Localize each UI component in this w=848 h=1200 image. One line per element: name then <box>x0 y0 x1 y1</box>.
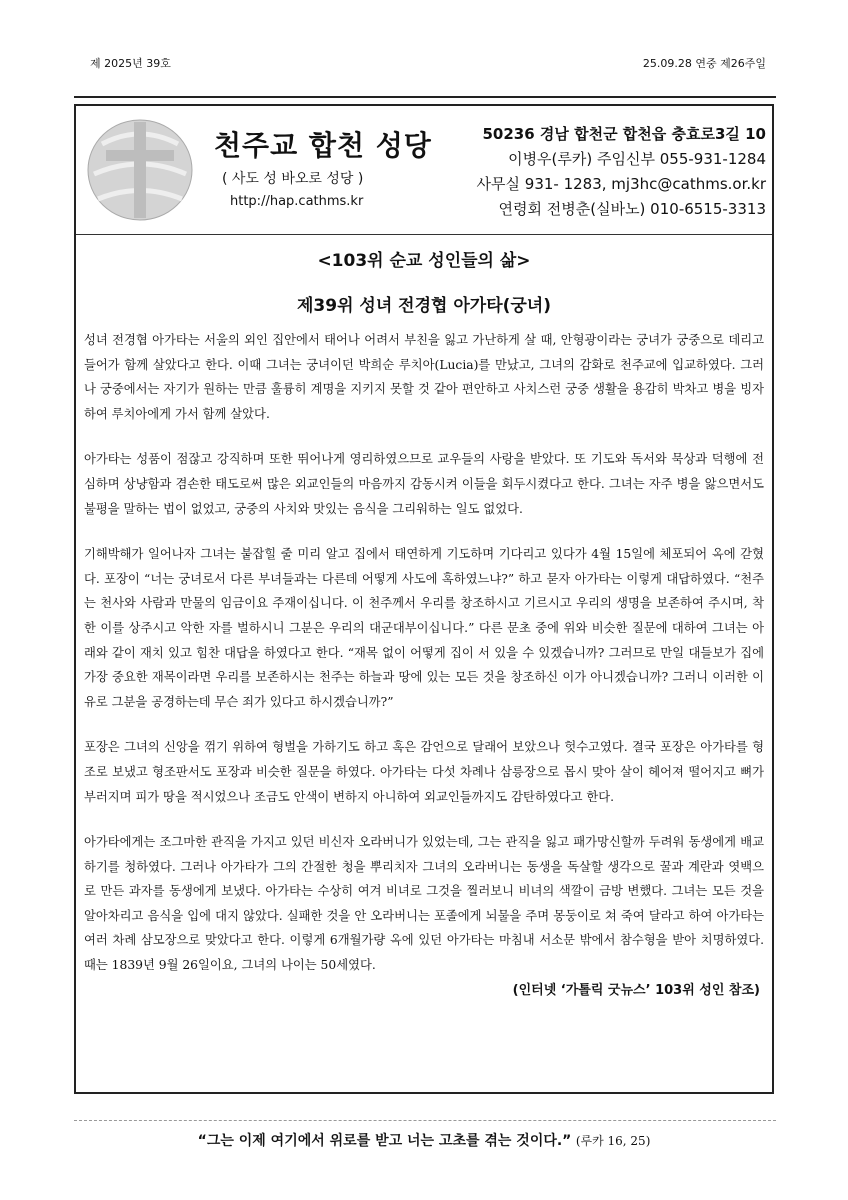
issue-number: 제 2025년 39호 <box>90 57 171 70</box>
office-line: 사무실 931- 1283, mj3hc@cathms.or.kr <box>476 175 766 193</box>
quote-text: “그는 이제 여기에서 위로를 받고 너는 고초를 겪는 것이다.” <box>197 1133 572 1149</box>
quote-reference: (루카 16, 25) <box>575 1134 651 1148</box>
issue-date: 25.09.28 연중 제26주일 <box>642 57 766 70</box>
address-line: 50236 경남 합천군 합천읍 충효로3길 10 <box>482 125 766 143</box>
church-header <box>76 106 772 235</box>
paragraph: 아가타에게는 조그마한 관직을 가지고 있던 비신자 오라버니가 있었는데, 그는 관직을 잃고 패가망신할까 두려워 동생에게 배교하기를 청하였다. 그러나 아가타가 그의 간절한 청을 뿌리치자 그녀의 오라버니는 동생을 독살할 생각으로 꿀과 계란과 엿백으로 만든 과자를 동생에게 보냈다. 아가타는 수상히 여겨 비녀로 그것을 찔러보니 비녀의 색깔이 금방 변했다. 그녀는 모든 것을 알아차리고 음식을 입에 대지 않았다. 실패한 것을 안 오라버니는 포졸에게 뇌물을 주며 몽둥이로 쳐 죽여 달라고 하여 아가타는 여러 차례 삼모장으로 맞았다고 한다. 이렇게 6개월가량 옥에 있던 아가타는 마침내 서소문 밖에서 참수형을 받아 치명하였다. 때는 1839년 9월 26일이요, 그녀의 나이는 50세였다. <box>84 835 764 973</box>
church-name: 천주교 합천 성당 <box>214 129 432 162</box>
section-title: <103위 순교 성인들의 삶> <box>317 251 531 271</box>
church-url[interactable]: http://hap.cathms.kr <box>230 194 364 209</box>
paragraph: 포장은 그녀의 신앙을 꺾기 위하여 형벌을 가하기도 하고 혹은 감언으로 달래어 보았으나 헛수고였다. 결국 포장은 아가타를 형조로 보냈고 형조판서도 포장과 비슷한 질문을 하였다. 아가타는 다섯 차례나 삼릉장으로 몹시 맞아 살이 헤어져 떨어지고 뼈가 부러지며 피가 땅을 적시었으나 조금도 안색이 변하지 아니하여 외교인들까지도 감탄하였다고 한다. <box>84 740 764 804</box>
top-divider <box>74 96 776 98</box>
cross-logo-icon <box>84 114 196 224</box>
saint-title: 제39위 성녀 전경협 아가타(궁녀) <box>296 296 551 316</box>
contact-block <box>477 122 766 222</box>
article <box>84 246 764 998</box>
bottom-divider <box>74 1120 776 1121</box>
bulletin-frame <box>74 104 774 1094</box>
paragraph: 기해박해가 일어나자 그녀는 붙잡힐 줄 미리 알고 집에서 태연하게 기도하며 기다리고 있다가 4월 15일에 체포되어 옥에 갇혔다. 포장이 “너는 궁녀로서 다른 부녀들과는 다른데 어떻게 사도에 혹하였느냐?” 하고 묻자 아가타는 이렇게 대답하였다. “천주는 천사와 사람과 만물의 임금이요 주재이십니다. 이 천주께서 우리를 창조하시고 기르시고 우리의 생명을 보존하여 주시며, 착한 이를 상주시고 악한 자를 벌하시니 그분은 우리의 대군대부이십니다.” 다른 문초 중에 위와 비슷한 질문에 대하여 그녀는 아래와 같이 재치 있고 힘찬 대답을 하였다고 한다. “재목 없이 어떻게 집이 서 있을 수 있겠습니까? 그러므로 만일 대들보가 집에 가장 중요한 재목이라면 우리를 보존하시는 천주는 하늘과 땅에 있는 모든 것을 창조하신 이가 아니겠습니까? 그러니 이러한 이유로 그분을 공경하는데 무슨 죄가 있다고 하시겠습니까?” <box>84 547 764 709</box>
paragraph: 성녀 전경협 아가타는 서울의 외인 집안에서 태어나 어려서 부친을 잃고 가난하게 살 때, 안형광이라는 궁녀가 궁중으로 데리고 들어가 함께 살았다고 한다. 이때 그녀는 궁녀이던 박희순 루치아(Lucia)를 만났고, 그녀의 감화로 천주교에 입교하였다. 그러나 궁중에서는 자기가 원하는 만큼 훌륭히 계명을 지키지 못할 것 같아 편안하고 사치스런 궁중 생활을 용감히 박차고 병을 빙자하여 루치아에게 가서 함께 살았다. <box>84 333 764 421</box>
source-note: (인터넷 ‘가톨릭 굿뉴스’ 103위 성인 참조) <box>512 982 760 998</box>
church-subtitle: ( 사도 성 바오로 성당 ) <box>222 171 364 187</box>
paragraph: 아가타는 성품이 점잖고 강직하며 또한 뛰어나게 영리하였으므로 교우들의 사랑을 받았다. 또 기도와 독서와 묵상과 덕행에 전심하며 상냥함과 겸손한 태도로써 많은 외교인들의 마음까지 감동시켜 이들을 회두시켰다고 한다. 그녀는 자주 병을 앓으면서도 불평을 말하는 법이 없었고, 궁중의 사치와 맛있는 음식을 그리워하는 일도 없었다. <box>84 452 764 516</box>
pastor-line: 이병우(루카) 주임신부 055-931-1284 <box>508 150 766 168</box>
scripture-quote <box>0 1130 848 1150</box>
association-line: 연령회 전병춘(실바노) 010-6515-3313 <box>498 200 766 218</box>
